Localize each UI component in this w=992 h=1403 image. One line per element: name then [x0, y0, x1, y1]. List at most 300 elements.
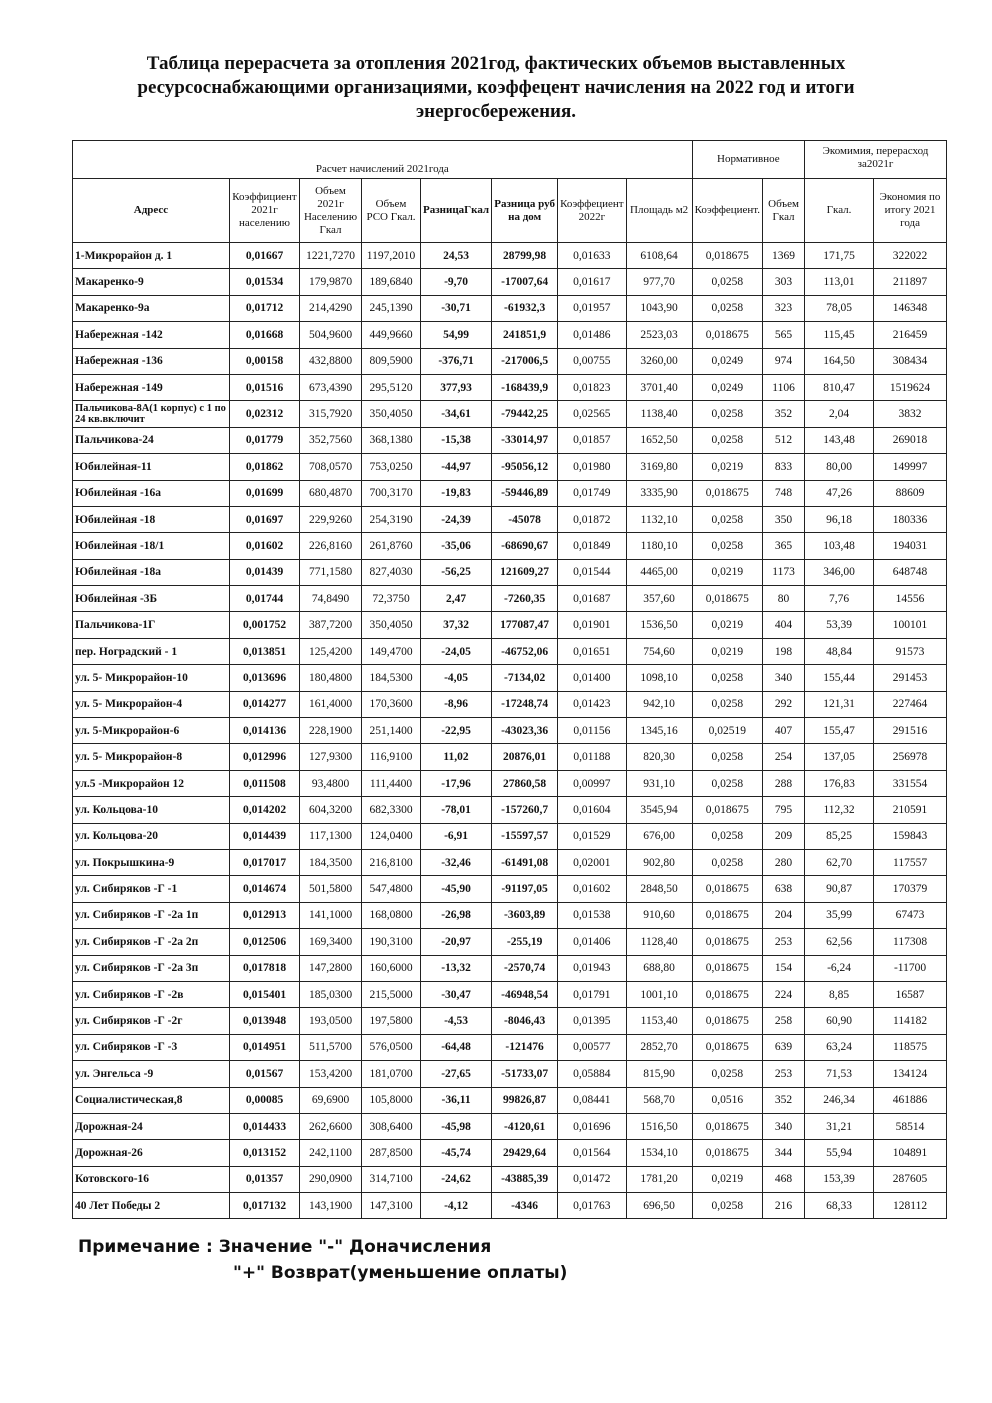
coef-2022-cell: 0,01872 [558, 506, 627, 532]
norm-coef-cell: 0,018675 [692, 797, 762, 823]
address-cell: ул. Сибиряков -Г -2а 2п [73, 929, 230, 955]
diff-gcal-cell: 37,32 [421, 612, 492, 638]
econ-total-cell: 180336 [874, 506, 947, 532]
table-container [72, 140, 947, 1219]
econ-total-cell: 146348 [874, 295, 947, 321]
norm-coef-cell: 0,018675 [692, 1034, 762, 1060]
coef-2021-cell: 0,014202 [230, 797, 300, 823]
diff-rub-cell: -95056,12 [492, 454, 558, 480]
norm-coef-cell: 0,0258 [692, 770, 762, 796]
norm-volume-cell: 280 [763, 849, 805, 875]
table-row [73, 876, 947, 902]
coef-2021-cell: 0,017818 [230, 955, 300, 981]
norm-volume-cell: 833 [763, 454, 805, 480]
table-row [73, 718, 947, 744]
address-cell: Социалистическая,8 [73, 1087, 230, 1113]
norm-volume-cell: 352 [763, 1087, 805, 1113]
area-cell: 1153,40 [626, 1008, 692, 1034]
coef-2021-cell: 0,00158 [230, 348, 300, 374]
column-header: Гкал. [805, 179, 874, 243]
coef-2022-cell: 0,01617 [558, 269, 627, 295]
area-cell: 1132,10 [626, 506, 692, 532]
econ-gcal-cell: 155,44 [805, 665, 874, 691]
diff-rub-cell: 29429,64 [492, 1140, 558, 1166]
norm-coef-cell: 0,0258 [692, 823, 762, 849]
coef-2021-cell: 0,013851 [230, 638, 300, 664]
coef-2022-cell: 0,00577 [558, 1034, 627, 1060]
column-header: Экономия по итогу 2021 года [874, 179, 947, 243]
coef-2021-cell: 0,01712 [230, 295, 300, 321]
coef-2022-cell: 0,01857 [558, 427, 627, 453]
volume-rso-cell: 215,5000 [362, 981, 421, 1007]
volume-population-cell: 315,7920 [300, 401, 362, 427]
volume-population-cell: 511,5700 [300, 1034, 362, 1060]
area-cell: 568,70 [626, 1087, 692, 1113]
diff-gcal-cell: -78,01 [421, 797, 492, 823]
econ-gcal-cell: -6,24 [805, 955, 874, 981]
diff-gcal-cell: -36,11 [421, 1087, 492, 1113]
diff-gcal-cell: -56,25 [421, 559, 492, 585]
coef-2021-cell: 0,014674 [230, 876, 300, 902]
table-row [73, 480, 947, 506]
diff-gcal-cell: 2,47 [421, 586, 492, 612]
title-line-3: энергосбережения. [415, 101, 577, 122]
address-cell: ул. 5- Микрорайон-8 [73, 744, 230, 770]
econ-gcal-cell: 68,33 [805, 1193, 874, 1219]
table-row [73, 1087, 947, 1113]
coef-2022-cell: 0,02001 [558, 849, 627, 875]
diff-gcal-cell: 24,53 [421, 243, 492, 269]
norm-coef-cell: 0,0219 [692, 1166, 762, 1192]
table-row [73, 744, 947, 770]
diff-gcal-cell: -27,65 [421, 1061, 492, 1087]
norm-coef-cell: 0,0258 [692, 401, 762, 427]
diff-rub-cell: -17248,74 [492, 691, 558, 717]
area-cell: 754,60 [626, 638, 692, 664]
coef-2022-cell: 0,02565 [558, 401, 627, 427]
norm-coef-cell: 0,018675 [692, 929, 762, 955]
volume-rso-cell: 245,1390 [362, 295, 421, 321]
diff-rub-cell: 121609,27 [492, 559, 558, 585]
norm-volume-cell: 254 [763, 744, 805, 770]
address-cell: ул. 5- Микрорайон-10 [73, 665, 230, 691]
norm-volume-cell: 224 [763, 981, 805, 1007]
econ-total-cell: 117557 [874, 849, 947, 875]
area-cell: 3169,80 [626, 454, 692, 480]
econ-total-cell: 58514 [874, 1113, 947, 1139]
volume-population-cell: 184,3500 [300, 849, 362, 875]
recalculation-table [72, 140, 947, 1219]
norm-coef-cell: 0,018675 [692, 902, 762, 928]
area-cell: 1043,90 [626, 295, 692, 321]
diff-rub-cell: -61932,3 [492, 295, 558, 321]
econ-total-cell: 308434 [874, 348, 947, 374]
address-cell: ул. Энгельса -9 [73, 1061, 230, 1087]
table-row [73, 612, 947, 638]
diff-gcal-cell: -24,05 [421, 638, 492, 664]
coef-2022-cell: 0,00997 [558, 770, 627, 796]
volume-population-cell: 117,1300 [300, 823, 362, 849]
coef-2022-cell: 0,01957 [558, 295, 627, 321]
coef-2021-cell: 0,00085 [230, 1087, 300, 1113]
volume-population-cell: 352,7560 [300, 427, 362, 453]
table-row [73, 1166, 947, 1192]
diff-rub-cell: -61491,08 [492, 849, 558, 875]
econ-total-cell: 331554 [874, 770, 947, 796]
address-cell: ул.5 -Микрорайон 12 [73, 770, 230, 796]
norm-coef-cell: 0,018675 [692, 955, 762, 981]
norm-coef-cell: 0,0258 [692, 744, 762, 770]
coef-2021-cell: 0,012506 [230, 929, 300, 955]
volume-population-cell: 229,9260 [300, 506, 362, 532]
coef-2022-cell: 0,01400 [558, 665, 627, 691]
area-cell: 942,10 [626, 691, 692, 717]
coef-2022-cell: 0,01943 [558, 955, 627, 981]
volume-rso-cell: 350,4050 [362, 612, 421, 638]
volume-population-cell: 214,4290 [300, 295, 362, 321]
volume-population-cell: 127,9300 [300, 744, 362, 770]
volume-population-cell: 153,4200 [300, 1061, 362, 1087]
norm-volume-cell: 154 [763, 955, 805, 981]
econ-gcal-cell: 246,34 [805, 1087, 874, 1113]
diff-rub-cell: 27860,58 [492, 770, 558, 796]
volume-rso-cell: 809,5900 [362, 348, 421, 374]
table-row [73, 374, 947, 400]
econ-total-cell: -11700 [874, 955, 947, 981]
diff-rub-cell: -7134,02 [492, 665, 558, 691]
norm-coef-cell: 0,0258 [692, 665, 762, 691]
coef-2022-cell: 0,01749 [558, 480, 627, 506]
coef-2021-cell: 0,014136 [230, 718, 300, 744]
coef-2022-cell: 0,01687 [558, 586, 627, 612]
econ-gcal-cell: 103,48 [805, 533, 874, 559]
volume-rso-cell: 314,7100 [362, 1166, 421, 1192]
coef-2021-cell: 0,011508 [230, 770, 300, 796]
norm-volume-cell: 565 [763, 322, 805, 348]
diff-gcal-cell: -6,91 [421, 823, 492, 849]
econ-gcal-cell: 155,47 [805, 718, 874, 744]
norm-coef-cell: 0,0258 [692, 1061, 762, 1087]
area-cell: 1536,50 [626, 612, 692, 638]
table-row [73, 348, 947, 374]
volume-rso-cell: 368,1380 [362, 427, 421, 453]
diff-gcal-cell: -24,62 [421, 1166, 492, 1192]
econ-gcal-cell: 171,75 [805, 243, 874, 269]
coef-2021-cell: 0,01699 [230, 480, 300, 506]
group-header-econ: Экомимия, перерасход за2021г [805, 141, 947, 179]
address-cell: пер. Ноградский - 1 [73, 638, 230, 664]
coef-2022-cell: 0,01544 [558, 559, 627, 585]
norm-coef-cell: 0,018675 [692, 322, 762, 348]
volume-population-cell: 432,8800 [300, 348, 362, 374]
volume-population-cell: 504,9600 [300, 322, 362, 348]
area-cell: 3260,00 [626, 348, 692, 374]
econ-gcal-cell: 35,99 [805, 902, 874, 928]
volume-rso-cell: 827,4030 [362, 559, 421, 585]
econ-total-cell: 67473 [874, 902, 947, 928]
area-cell: 696,50 [626, 1193, 692, 1219]
econ-gcal-cell: 346,00 [805, 559, 874, 585]
table-row [73, 1193, 947, 1219]
econ-gcal-cell: 153,39 [805, 1166, 874, 1192]
table-row [73, 849, 947, 875]
coef-2022-cell: 0,01423 [558, 691, 627, 717]
coef-2022-cell: 0,01406 [558, 929, 627, 955]
diff-gcal-cell: -24,39 [421, 506, 492, 532]
coef-2021-cell: 0,001752 [230, 612, 300, 638]
table-row [73, 1113, 947, 1139]
coef-2021-cell: 0,01534 [230, 269, 300, 295]
norm-coef-cell: 0,0249 [692, 374, 762, 400]
volume-rso-cell: 197,5800 [362, 1008, 421, 1034]
norm-coef-cell: 0,018675 [692, 586, 762, 612]
norm-volume-cell: 323 [763, 295, 805, 321]
diff-gcal-cell: 377,93 [421, 374, 492, 400]
norm-coef-cell: 0,0516 [692, 1087, 762, 1113]
table-row [73, 506, 947, 532]
volume-population-cell: 179,9870 [300, 269, 362, 295]
econ-gcal-cell: 121,31 [805, 691, 874, 717]
diff-rub-cell: -15597,57 [492, 823, 558, 849]
diff-rub-cell: -68690,67 [492, 533, 558, 559]
norm-coef-cell: 0,02519 [692, 718, 762, 744]
coef-2021-cell: 0,01602 [230, 533, 300, 559]
coef-2022-cell: 0,01696 [558, 1113, 627, 1139]
table-row [73, 454, 947, 480]
volume-rso-cell: 700,3170 [362, 480, 421, 506]
area-cell: 1781,20 [626, 1166, 692, 1192]
area-cell: 820,30 [626, 744, 692, 770]
coef-2021-cell: 0,01357 [230, 1166, 300, 1192]
table-row [73, 902, 947, 928]
column-header: Адресс [73, 179, 230, 243]
coef-2021-cell: 0,01779 [230, 427, 300, 453]
diff-rub-cell: -91197,05 [492, 876, 558, 902]
volume-rso-cell: 547,4800 [362, 876, 421, 902]
area-cell: 1001,10 [626, 981, 692, 1007]
diff-rub-cell: -121476 [492, 1034, 558, 1060]
norm-coef-cell: 0,0258 [692, 691, 762, 717]
volume-rso-cell: 449,9660 [362, 322, 421, 348]
diff-rub-cell: -43885,39 [492, 1166, 558, 1192]
econ-total-cell: 194031 [874, 533, 947, 559]
coef-2022-cell: 0,01901 [558, 612, 627, 638]
diff-gcal-cell: -34,61 [421, 401, 492, 427]
econ-total-cell: 134124 [874, 1061, 947, 1087]
group-header-calc: Расчет начислений 2021года [73, 141, 693, 179]
norm-volume-cell: 258 [763, 1008, 805, 1034]
coef-2021-cell: 0,014433 [230, 1113, 300, 1139]
table-row [73, 955, 947, 981]
address-cell: Юбилейная -18 [73, 506, 230, 532]
norm-coef-cell: 0,0219 [692, 638, 762, 664]
coef-2022-cell: 0,01633 [558, 243, 627, 269]
volume-rso-cell: 181,0700 [362, 1061, 421, 1087]
diff-gcal-cell: -26,98 [421, 902, 492, 928]
table-row [73, 1034, 947, 1060]
volume-population-cell: 387,7200 [300, 612, 362, 638]
econ-total-cell: 461886 [874, 1087, 947, 1113]
diff-rub-cell: -46948,54 [492, 981, 558, 1007]
volume-rso-cell: 1197,2010 [362, 243, 421, 269]
diff-gcal-cell: -44,97 [421, 454, 492, 480]
norm-volume-cell: 350 [763, 506, 805, 532]
table-row [73, 797, 947, 823]
volume-rso-cell: 116,9100 [362, 744, 421, 770]
norm-coef-cell: 0,018675 [692, 876, 762, 902]
volume-population-cell: 290,0900 [300, 1166, 362, 1192]
column-header: Объем 2021г Населению Гкал [300, 179, 362, 243]
column-header: Объем Гкал [763, 179, 805, 243]
econ-total-cell: 210591 [874, 797, 947, 823]
column-header: Площадь м2 [626, 179, 692, 243]
table-row [73, 691, 947, 717]
area-cell: 1128,40 [626, 929, 692, 955]
table-row [73, 981, 947, 1007]
table-row [73, 1061, 947, 1087]
note-line-1: Примечание : Значение "-" Доначисления [78, 1237, 492, 1257]
area-cell: 676,00 [626, 823, 692, 849]
volume-rso-cell: 308,6400 [362, 1113, 421, 1139]
norm-volume-cell: 209 [763, 823, 805, 849]
address-cell: ул. Сибиряков -Г -1 [73, 876, 230, 902]
norm-volume-cell: 407 [763, 718, 805, 744]
diff-gcal-cell: -4,12 [421, 1193, 492, 1219]
norm-volume-cell: 292 [763, 691, 805, 717]
econ-total-cell: 118575 [874, 1034, 947, 1060]
table-body [73, 243, 947, 1219]
volume-rso-cell: 168,0800 [362, 902, 421, 928]
econ-total-cell: 16587 [874, 981, 947, 1007]
volume-rso-cell: 170,3600 [362, 691, 421, 717]
table-row [73, 295, 947, 321]
table-row [73, 929, 947, 955]
econ-gcal-cell: 31,21 [805, 1113, 874, 1139]
volume-rso-cell: 124,0400 [362, 823, 421, 849]
diff-rub-cell: -79442,25 [492, 401, 558, 427]
volume-population-cell: 1221,7270 [300, 243, 362, 269]
diff-gcal-cell: -376,71 [421, 348, 492, 374]
norm-volume-cell: 340 [763, 1113, 805, 1139]
norm-volume-cell: 204 [763, 902, 805, 928]
address-cell: Набережная -149 [73, 374, 230, 400]
norm-coef-cell: 0,0219 [692, 612, 762, 638]
coef-2021-cell: 0,013696 [230, 665, 300, 691]
area-cell: 902,80 [626, 849, 692, 875]
area-cell: 357,60 [626, 586, 692, 612]
econ-gcal-cell: 164,50 [805, 348, 874, 374]
econ-gcal-cell: 78,05 [805, 295, 874, 321]
volume-rso-cell: 295,5120 [362, 374, 421, 400]
coef-2022-cell: 0,01395 [558, 1008, 627, 1034]
econ-total-cell: 104891 [874, 1140, 947, 1166]
address-cell: Макаренко-9а [73, 295, 230, 321]
volume-rso-cell: 682,3300 [362, 797, 421, 823]
table-row [73, 533, 947, 559]
volume-population-cell: 771,1580 [300, 559, 362, 585]
coef-2021-cell: 0,02312 [230, 401, 300, 427]
norm-volume-cell: 1173 [763, 559, 805, 585]
diff-gcal-cell: -35,06 [421, 533, 492, 559]
econ-total-cell: 149997 [874, 454, 947, 480]
volume-population-cell: 708,0570 [300, 454, 362, 480]
diff-gcal-cell: -9,70 [421, 269, 492, 295]
coef-2022-cell: 0,01538 [558, 902, 627, 928]
diff-gcal-cell: -20,97 [421, 929, 492, 955]
econ-gcal-cell: 143,48 [805, 427, 874, 453]
area-cell: 1345,16 [626, 718, 692, 744]
volume-population-cell: 242,1100 [300, 1140, 362, 1166]
norm-coef-cell: 0,018675 [692, 1008, 762, 1034]
address-cell: Дорожная-24 [73, 1113, 230, 1139]
norm-coef-cell: 0,018675 [692, 480, 762, 506]
table-row [73, 586, 947, 612]
norm-volume-cell: 639 [763, 1034, 805, 1060]
coef-2021-cell: 0,01439 [230, 559, 300, 585]
norm-volume-cell: 748 [763, 480, 805, 506]
norm-coef-cell: 0,0219 [692, 454, 762, 480]
norm-volume-cell: 216 [763, 1193, 805, 1219]
coef-2021-cell: 0,012913 [230, 902, 300, 928]
coef-2022-cell: 0,01823 [558, 374, 627, 400]
diff-rub-cell: -4120,61 [492, 1113, 558, 1139]
diff-rub-cell: 20876,01 [492, 744, 558, 770]
econ-total-cell: 100101 [874, 612, 947, 638]
area-cell: 1138,40 [626, 401, 692, 427]
diff-rub-cell: -7260,35 [492, 586, 558, 612]
volume-rso-cell: 216,8100 [362, 849, 421, 875]
area-cell: 1652,50 [626, 427, 692, 453]
area-cell: 2523,03 [626, 322, 692, 348]
econ-gcal-cell: 62,70 [805, 849, 874, 875]
diff-gcal-cell: -32,46 [421, 849, 492, 875]
econ-total-cell: 114182 [874, 1008, 947, 1034]
address-cell: ул. Сибиряков -Г -2г [73, 1008, 230, 1034]
econ-gcal-cell: 113,01 [805, 269, 874, 295]
address-cell: Набережная -142 [73, 322, 230, 348]
coef-2021-cell: 0,012996 [230, 744, 300, 770]
norm-coef-cell: 0,018675 [692, 243, 762, 269]
diff-rub-cell: -45078 [492, 506, 558, 532]
econ-total-cell: 159843 [874, 823, 947, 849]
area-cell: 1534,10 [626, 1140, 692, 1166]
norm-volume-cell: 198 [763, 638, 805, 664]
diff-rub-cell: -46752,06 [492, 638, 558, 664]
diff-rub-cell: -51733,07 [492, 1061, 558, 1087]
volume-population-cell: 180,4800 [300, 665, 362, 691]
norm-volume-cell: 80 [763, 586, 805, 612]
econ-total-cell: 14556 [874, 586, 947, 612]
econ-total-cell: 170379 [874, 876, 947, 902]
diff-rub-cell: -4346 [492, 1193, 558, 1219]
econ-total-cell: 117308 [874, 929, 947, 955]
column-header: РазницаГкал [421, 179, 492, 243]
area-cell: 3335,90 [626, 480, 692, 506]
diff-gcal-cell: 54,99 [421, 322, 492, 348]
econ-gcal-cell: 96,18 [805, 506, 874, 532]
diff-gcal-cell: -19,83 [421, 480, 492, 506]
coef-2022-cell: 0,01529 [558, 823, 627, 849]
diff-gcal-cell: -13,32 [421, 955, 492, 981]
diff-gcal-cell: -45,90 [421, 876, 492, 902]
address-cell: 1-Микрорайон д. 1 [73, 243, 230, 269]
volume-rso-cell: 287,8500 [362, 1140, 421, 1166]
diff-rub-cell: -255,19 [492, 929, 558, 955]
volume-population-cell: 69,6900 [300, 1087, 362, 1113]
norm-volume-cell: 365 [763, 533, 805, 559]
coef-2021-cell: 0,015401 [230, 981, 300, 1007]
econ-gcal-cell: 176,83 [805, 770, 874, 796]
